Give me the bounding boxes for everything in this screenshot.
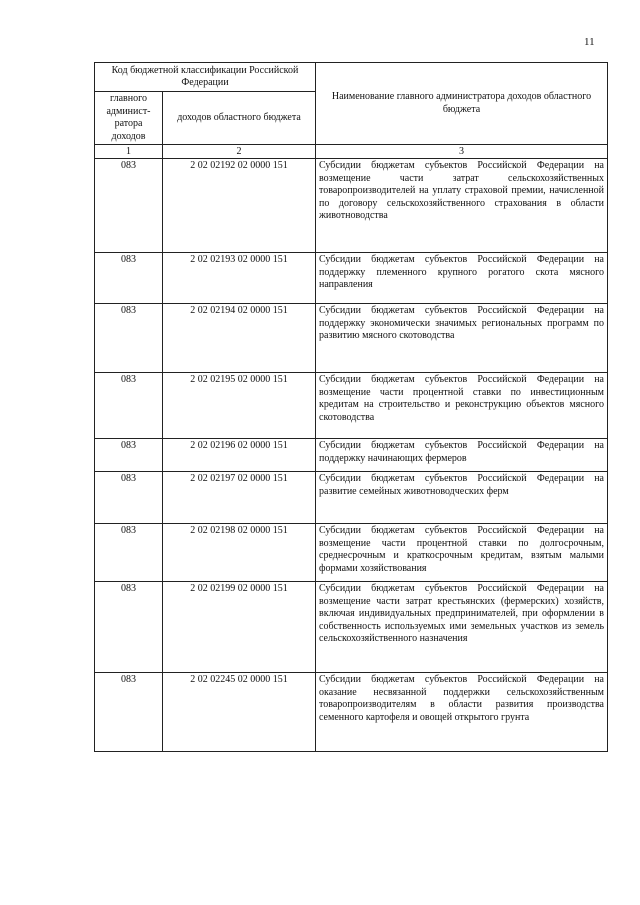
admin-code: 083 <box>95 159 163 253</box>
admin-code: 083 <box>95 524 163 582</box>
admin-code: 083 <box>95 472 163 524</box>
table-row <box>95 304 608 373</box>
admin-header: главного админист-ратора доходов <box>95 92 163 145</box>
admin-code: 083 <box>95 304 163 373</box>
income-name: Субсидии бюджетам субъектов Российской Федерации на возмещение части затрат сельскохозяйственных товаропроизводителей на уплату страховой премии, начисленной по договору сельскохозяйственного страхования в области животноводства <box>316 159 608 253</box>
admin-code: 083 <box>95 582 163 673</box>
income-name: Субсидии бюджетам субъектов Российской Федерации на возмещение части процентной ставки по инвестиционным кредитам на строительство и реконструкцию объектов мясного скотоводства <box>316 373 608 439</box>
income-code: 2 02 02245 02 0000 151 <box>163 673 316 752</box>
income-code: 2 02 02196 02 0000 151 <box>163 439 316 472</box>
admin-code: 083 <box>95 373 163 439</box>
income-name: Субсидии бюджетам субъектов Российской Федерации на развитие семейных животноводческих ферм <box>316 472 608 524</box>
admin-code: 083 <box>95 253 163 304</box>
admin-code: 083 <box>95 439 163 472</box>
income-name: Субсидии бюджетам субъектов Российской Федерации на поддержку экономически значимых региональных программ по развитию мясного скотоводства <box>316 304 608 373</box>
table-row <box>95 524 608 582</box>
income-name: Субсидии бюджетам субъектов Российской Федерации на поддержку начинающих фермеров <box>316 439 608 472</box>
income-header: доходов областного бюджета <box>163 92 316 145</box>
kbk-header: Код бюджетной классификации Российской Федерации <box>95 63 316 92</box>
table-row <box>95 253 608 304</box>
column-numbers-row <box>95 145 608 159</box>
name-header-text: Наименование главного администратора доходов областного бюджета <box>331 91 592 115</box>
budget-classification-table <box>94 62 608 752</box>
table-row <box>95 439 608 472</box>
income-code: 2 02 02199 02 0000 151 <box>163 582 316 673</box>
income-name: Субсидии бюджетам субъектов Российской Федерации на возмещение части затрат крестьянских (фермерских) хозяйств, включая индивидуальных предпринимателей, при оформлении в собственность используемых ими земельных участков из земель сельскохозяйственного назначения <box>316 582 608 673</box>
income-name: Субсидии бюджетам субъектов Российской Федерации на возмещение части процентной ставки по долгосрочным, среднесрочным и краткосрочным кредитам, взятым малыми формами хозяйствования <box>316 524 608 582</box>
income-code: 2 02 02197 02 0000 151 <box>163 472 316 524</box>
income-name: Субсидии бюджетам субъектов Российской Федерации на оказание несвязанной поддержки сельскохозяйственным товаропроизводителям в области развития производства семенного картофеля и овощей открытого грунта <box>316 673 608 752</box>
income-code: 2 02 02198 02 0000 151 <box>163 524 316 582</box>
name-header <box>316 63 608 145</box>
income-code: 2 02 02192 02 0000 151 <box>163 159 316 253</box>
column-number-2: 2 <box>163 145 316 159</box>
income-code: 2 02 02194 02 0000 151 <box>163 304 316 373</box>
table-row <box>95 582 608 673</box>
table-row <box>95 472 608 524</box>
income-name: Субсидии бюджетам субъектов Российской Федерации на поддержку племенного крупного рогатого скота мясного направления <box>316 253 608 304</box>
income-code: 2 02 02195 02 0000 151 <box>163 373 316 439</box>
admin-code: 083 <box>95 673 163 752</box>
table-row <box>95 373 608 439</box>
column-number-1: 1 <box>95 145 163 159</box>
table-row <box>95 159 608 253</box>
table-row <box>95 673 608 752</box>
income-code: 2 02 02193 02 0000 151 <box>163 253 316 304</box>
column-number-3: 3 <box>316 145 608 159</box>
page-number: 11 <box>584 36 595 48</box>
